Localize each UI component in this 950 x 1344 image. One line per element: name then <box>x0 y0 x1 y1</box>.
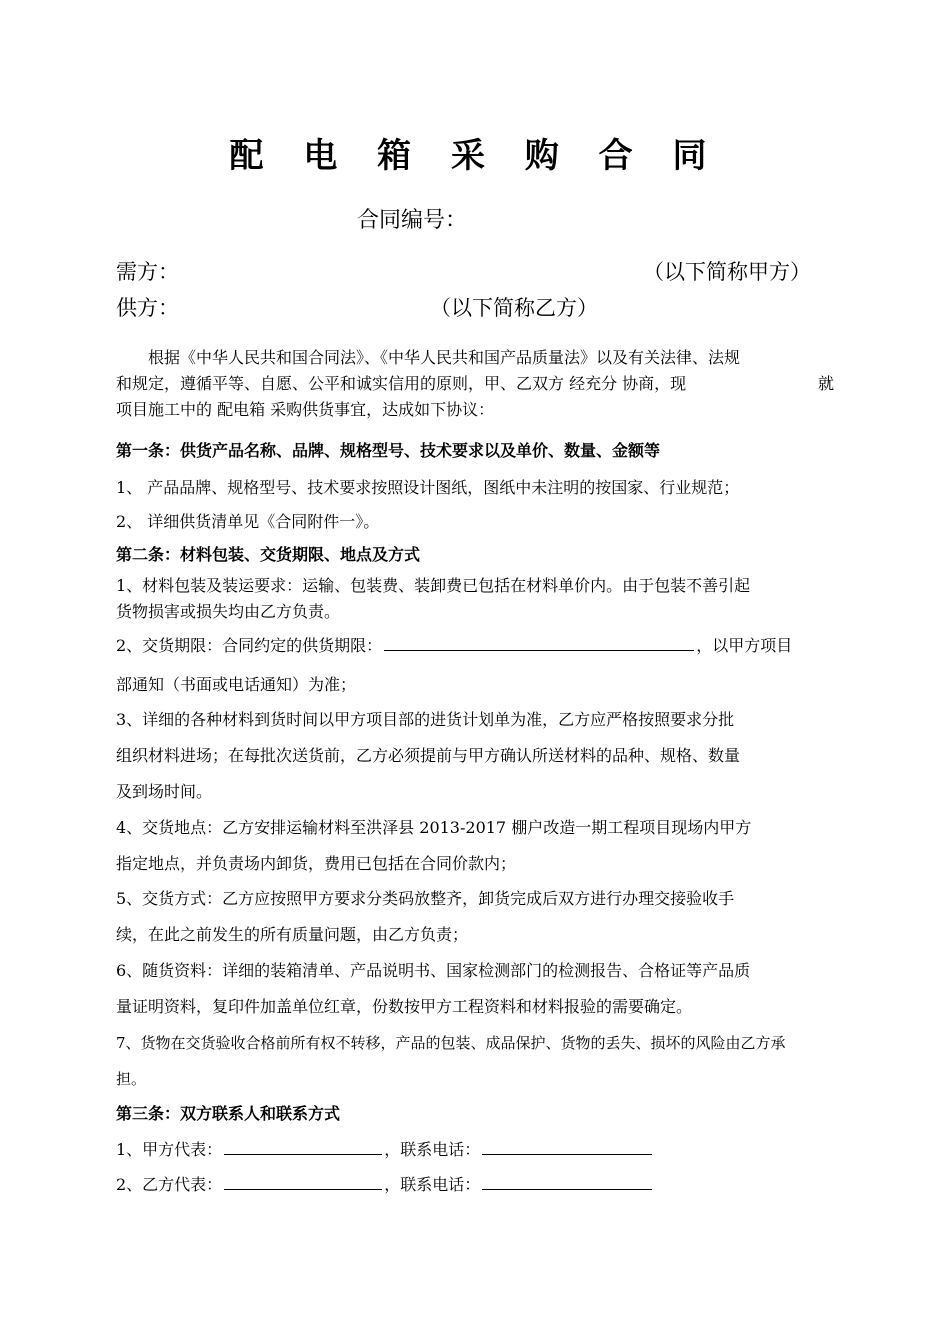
article-2-heading: 第二条：材料包装、交货期限、地点及方式 <box>116 545 421 564</box>
article-2-item-2-cont: 部通知（书面或电话通知）为准； <box>116 675 357 694</box>
article-1-heading: 第一条：供货产品名称、品牌、规格型号、技术要求以及单价、数量、金额等 <box>116 441 661 460</box>
party-b-contact-row <box>116 1172 654 1198</box>
delivery-period-blank[interactable] <box>384 634 694 651</box>
party-a-phone-label: ，联系电话： <box>384 1140 481 1159</box>
article-2-item-3: 3、详细的各种材料到货时间以甲方项目部的进货计划单为准，乙方应严格按照要求分批 <box>116 710 735 729</box>
article-2-item-7-cont: 担。 <box>116 1070 147 1088</box>
article-2-item-5: 5、交货方式：乙方应按照甲方要求分类码放整齐，卸货完成后双方进行办理交接验收手 <box>116 889 735 908</box>
article-2-item-1: 1、材料包装及装运要求：运输、包装费、装卸费已包括在材料单价内。由于包装不善引起 <box>116 576 751 595</box>
intro-line: 就 <box>818 374 835 393</box>
document-title: 配 电 箱 采 购 合 同 <box>229 136 721 176</box>
article-2-item-4: 4、交货地点：乙方安排运输材料至洪泽县 2013-2017 棚户改造一期工程项目现场内甲方 <box>116 818 752 837</box>
article-2-item-4-cont: 指定地点，并负责场内卸货，费用已包括在合同价款内； <box>116 854 517 873</box>
article-2-item-3-cont: 组织材料进场；在每批次送货前，乙方必须提前与甲方确认所送材料的品种、规格、数量 <box>116 746 741 765</box>
party-a-rep-label: 1、甲方代表： <box>116 1140 223 1159</box>
party-a-contact-row <box>116 1137 654 1163</box>
article-1-item: 1、 产品品牌、规格型号、技术要求按照设计图纸，图纸中未注明的按国家、行业规范； <box>116 478 740 497</box>
party-a-phone-blank[interactable] <box>482 1138 652 1155</box>
delivery-period-suffix: ，以甲方项目 <box>696 636 793 655</box>
party-b-rep-label: 2、乙方代表： <box>116 1175 223 1194</box>
article-2-item-3-cont: 及到场时间。 <box>116 782 213 801</box>
article-1-item: 2、 详细供货清单见《合同附件一》。 <box>116 512 380 531</box>
seller-suffix: （以下简称乙方） <box>430 296 598 320</box>
article-2-item-6-cont: 量证明资料，复印件加盖单位红章，份数按甲方工程资料和材料报验的需要确定。 <box>116 997 693 1016</box>
buyer-label: 需方： <box>116 260 179 284</box>
delivery-period-label: 2、交货期限：合同约定的供货期限： <box>116 636 383 655</box>
intro-line: 和规定，遵循平等、自愿、公平和诚实信用的原则，甲、乙双方 经充分 协商，现 <box>116 374 687 393</box>
buyer-suffix: （以下简称甲方） <box>643 260 811 284</box>
intro-line: 项目施工中的 配电箱 采购供货事宜，达成如下协议： <box>116 400 495 419</box>
party-b-phone-blank[interactable] <box>482 1173 652 1190</box>
party-b-rep-blank[interactable] <box>224 1173 382 1190</box>
seller-label: 供方： <box>116 296 179 320</box>
contract-number-label: 合同编号： <box>357 208 468 233</box>
party-b-phone-label: ，联系电话： <box>384 1175 481 1194</box>
article-3-heading: 第三条：双方联系人和联系方式 <box>116 1104 341 1123</box>
party-a-rep-blank[interactable] <box>224 1138 382 1155</box>
intro-line: 根据《中华人民共和国合同法》、《中华人民共和国产品质量法》以及有关法律、法规 <box>148 348 741 367</box>
article-2-item-2 <box>116 633 792 659</box>
article-2-item-7: 7、货物在交货验收合格前所有权不转移，产品的包装、成品保护、货物的丢失、损坏的风险由乙方承 <box>116 1034 786 1052</box>
article-2-item-6: 6、随货资料：详细的装箱清单、产品说明书、国家检测部门的检测报告、合格证等产品质 <box>116 961 751 980</box>
article-2-item-1-cont: 货物损害或损失均由乙方负责。 <box>116 602 341 621</box>
article-2-item-5-cont: 续，在此之前发生的所有质量问题，由乙方负责； <box>116 925 469 944</box>
